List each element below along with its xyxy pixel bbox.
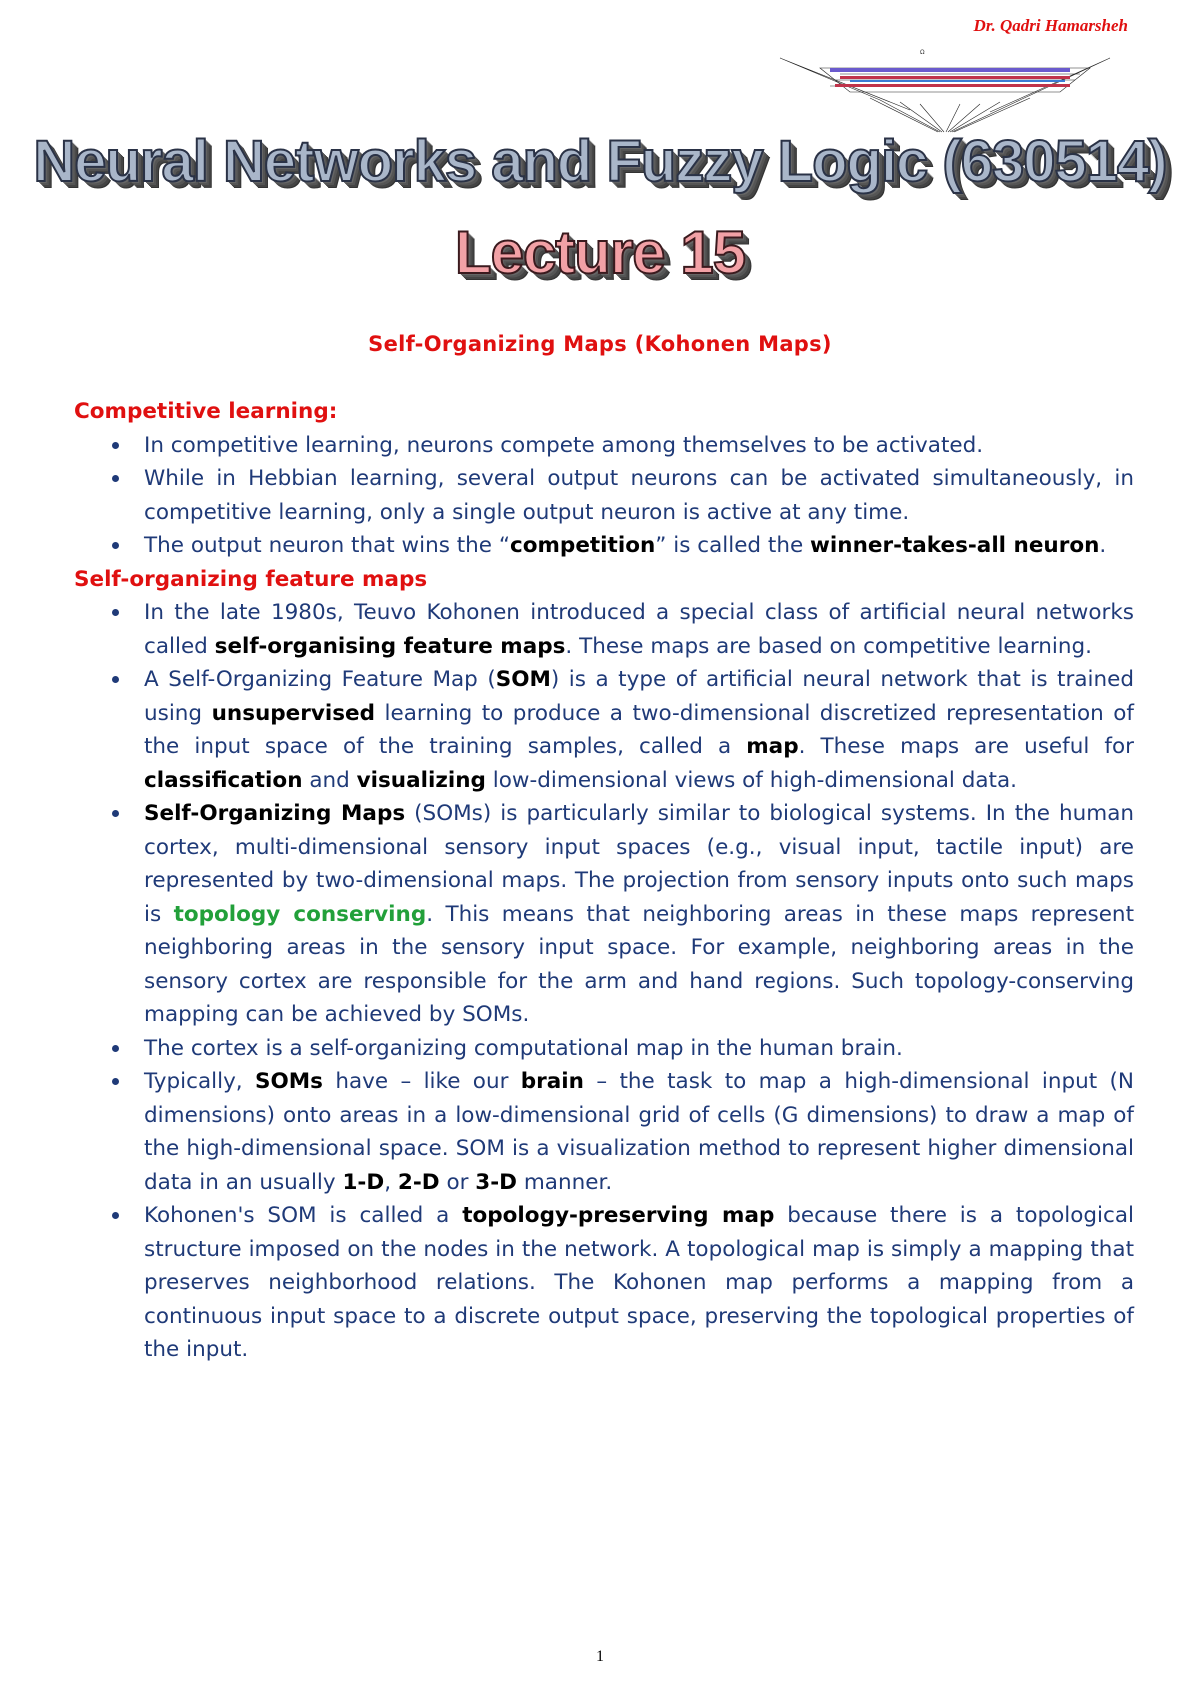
list-item: A Self-Organizing Feature Map (SOM) is a type of artificial neural network that is trained using unsupervised learning to produce a two-dimensional discretized representation of the input space of the training samples, called a map. These maps are useful for classification and visualizing low-dimensional views of high-dimensional data. <box>144 663 1134 797</box>
document-body <box>74 395 1134 1367</box>
list-item: In competitive learning, neurons compete among themselves to be activated. <box>144 429 1134 463</box>
svg-text:Ω: Ω <box>920 49 925 56</box>
competitive-learning-list <box>74 429 1134 563</box>
list-item: The cortex is a self-organizing computational map in the human brain. <box>144 1032 1134 1066</box>
section-heading-self-organizing: Self-organizing feature maps <box>74 566 428 592</box>
list-item: Typically, SOMs have – like our brain – the task to map a high-dimensional input (N dimensions) onto areas in a low-dimensional grid of cells (G dimensions) to draw a map of the high-dimensional space. SOM is a visualization method to represent higher dimensional data in an usually 1-D, 2-D or 3-D manner. <box>144 1065 1134 1199</box>
list-item: The output neuron that wins the “competition” is called the winner-takes-all neuron. <box>144 529 1134 563</box>
section-heading-competitive-learning: Competitive learning: <box>74 399 338 424</box>
page-subtitle: Self-Organizing Maps (Kohonen Maps) <box>368 332 832 356</box>
network-diagram-image <box>760 40 1130 140</box>
page-number: 1 <box>596 1648 604 1665</box>
list-item: While in Hebbian learning, several output neurons can be activated simultaneously, in competitive learning, only a single output neuron is active at any time. <box>144 462 1134 529</box>
list-item: In the late 1980s, Teuvo Kohonen introduced a special class of artificial neural networks called self-organising feature maps. These maps are based on competitive learning. <box>144 596 1134 663</box>
list-item: Self-Organizing Maps (SOMs) is particularly similar to biological systems. In the human cortex, multi-dimensional sensory input spaces (e.g., visual input, tactile input) are represented by two-dimensional maps. The projection from sensory inputs onto such maps is topology conserving. This means that neighboring areas in these maps represent neighboring areas in the sensory input space. For example, neighboring areas in the sensory cortex are responsible for the arm and hand regions. Such topology-conserving mapping can be achieved by SOMs. <box>144 797 1134 1032</box>
list-item: Kohonen's SOM is called a topology-preserving map because there is a topological structure imposed on the nodes in the network. A topological map is simply a mapping that preserves neighborhood relations. The Kohonen map performs a mapping from a continuous input space to a discrete output space, preserving the topological properties of the input. <box>144 1199 1134 1367</box>
lecture-title: Lecture 15 <box>454 219 746 286</box>
course-title: Neural Networks and Fuzzy Logic (630514) <box>33 129 1167 194</box>
author-name: Dr. Qadri Hamarsheh <box>973 16 1128 35</box>
self-organizing-list <box>74 596 1134 1367</box>
